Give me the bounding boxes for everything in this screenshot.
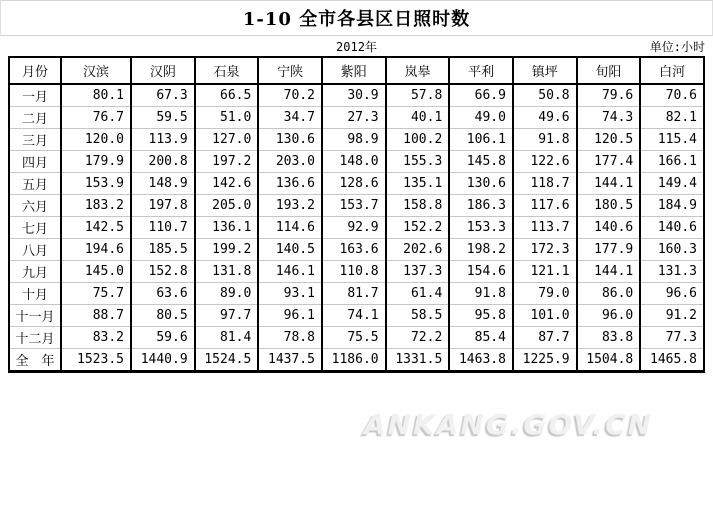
value-cell: 142.6 <box>195 173 259 195</box>
value-cell: 153.7 <box>322 195 386 217</box>
value-cell: 205.0 <box>195 195 259 217</box>
value-cell: 149.4 <box>640 173 704 195</box>
month-cell: 四月 <box>9 151 61 173</box>
value-cell: 128.6 <box>322 173 386 195</box>
value-cell: 81.7 <box>322 283 386 305</box>
watermark: ANKANG.GOV.CN <box>364 408 654 441</box>
value-cell: 75.5 <box>322 327 386 349</box>
value-cell: 70.2 <box>258 84 322 107</box>
value-cell: 49.6 <box>513 107 577 129</box>
value-cell: 83.2 <box>61 327 131 349</box>
value-cell: 88.7 <box>61 305 131 327</box>
month-cell: 十一月 <box>9 305 61 327</box>
county-column-header: 镇坪 <box>513 57 577 84</box>
value-cell: 59.6 <box>131 327 195 349</box>
value-cell: 86.0 <box>577 283 641 305</box>
table-row <box>9 195 704 217</box>
year-label: 2012年 <box>336 40 377 54</box>
value-cell: 76.7 <box>61 107 131 129</box>
value-cell: 1465.8 <box>640 349 704 372</box>
value-cell: 1524.5 <box>195 349 259 372</box>
value-cell: 130.6 <box>258 129 322 151</box>
value-cell: 61.4 <box>386 283 450 305</box>
value-cell: 74.3 <box>577 107 641 129</box>
value-cell: 98.9 <box>322 129 386 151</box>
value-cell: 1331.5 <box>386 349 450 372</box>
value-cell: 70.6 <box>640 84 704 107</box>
value-cell: 115.4 <box>640 129 704 151</box>
value-cell: 77.3 <box>640 327 704 349</box>
value-cell: 83.8 <box>577 327 641 349</box>
value-cell: 153.3 <box>449 217 513 239</box>
value-cell: 1440.9 <box>131 349 195 372</box>
value-cell: 183.2 <box>61 195 131 217</box>
value-cell: 81.4 <box>195 327 259 349</box>
month-cell: 全 年 <box>9 349 61 372</box>
value-cell: 163.6 <box>322 239 386 261</box>
value-cell: 136.6 <box>258 173 322 195</box>
value-cell: 148.9 <box>131 173 195 195</box>
value-cell: 82.1 <box>640 107 704 129</box>
value-cell: 152.2 <box>386 217 450 239</box>
value-cell: 177.4 <box>577 151 641 173</box>
value-cell: 120.5 <box>577 129 641 151</box>
table-header <box>9 57 704 84</box>
table-row <box>9 107 704 129</box>
table-row <box>9 173 704 195</box>
month-cell: 九月 <box>9 261 61 283</box>
month-cell: 八月 <box>9 239 61 261</box>
value-cell: 1437.5 <box>258 349 322 372</box>
value-cell: 63.6 <box>131 283 195 305</box>
value-cell: 78.8 <box>258 327 322 349</box>
value-cell: 199.2 <box>195 239 259 261</box>
value-cell: 110.7 <box>131 217 195 239</box>
value-cell: 40.1 <box>386 107 450 129</box>
value-cell: 144.1 <box>577 261 641 283</box>
value-cell: 185.5 <box>131 239 195 261</box>
month-cell: 二月 <box>9 107 61 129</box>
value-cell: 49.0 <box>449 107 513 129</box>
value-cell: 198.2 <box>449 239 513 261</box>
value-cell: 59.5 <box>131 107 195 129</box>
page-title: 1-10 全市各县区日照时数 <box>0 0 713 36</box>
table-row <box>9 305 704 327</box>
county-column-header: 紫阳 <box>322 57 386 84</box>
value-cell: 91.2 <box>640 305 704 327</box>
value-cell: 200.8 <box>131 151 195 173</box>
value-cell: 130.6 <box>449 173 513 195</box>
value-cell: 27.3 <box>322 107 386 129</box>
county-column-header: 汉阴 <box>131 57 195 84</box>
value-cell: 95.8 <box>449 305 513 327</box>
value-cell: 72.2 <box>386 327 450 349</box>
value-cell: 117.6 <box>513 195 577 217</box>
value-cell: 96.0 <box>577 305 641 327</box>
value-cell: 180.5 <box>577 195 641 217</box>
value-cell: 67.3 <box>131 84 195 107</box>
value-cell: 131.3 <box>640 261 704 283</box>
value-cell: 144.1 <box>577 173 641 195</box>
value-cell: 97.7 <box>195 305 259 327</box>
value-cell: 101.0 <box>513 305 577 327</box>
value-cell: 140.5 <box>258 239 322 261</box>
value-cell: 75.7 <box>61 283 131 305</box>
table-row <box>9 84 704 107</box>
county-column-header: 平利 <box>449 57 513 84</box>
value-cell: 66.9 <box>449 84 513 107</box>
value-cell: 137.3 <box>386 261 450 283</box>
value-cell: 110.8 <box>322 261 386 283</box>
value-cell: 145.8 <box>449 151 513 173</box>
month-cell: 七月 <box>9 217 61 239</box>
value-cell: 1186.0 <box>322 349 386 372</box>
month-column-header: 月份 <box>9 57 61 84</box>
value-cell: 193.2 <box>258 195 322 217</box>
month-cell: 十二月 <box>9 327 61 349</box>
value-cell: 202.6 <box>386 239 450 261</box>
table-row <box>9 283 704 305</box>
value-cell: 194.6 <box>61 239 131 261</box>
value-cell: 58.5 <box>386 305 450 327</box>
month-cell: 十月 <box>9 283 61 305</box>
county-column-header: 旬阳 <box>577 57 641 84</box>
value-cell: 154.6 <box>449 261 513 283</box>
value-cell: 155.3 <box>386 151 450 173</box>
table-row <box>9 217 704 239</box>
value-cell: 158.8 <box>386 195 450 217</box>
value-cell: 85.4 <box>449 327 513 349</box>
value-cell: 96.6 <box>640 283 704 305</box>
value-cell: 1504.8 <box>577 349 641 372</box>
value-cell: 122.6 <box>513 151 577 173</box>
header-row <box>9 57 704 84</box>
value-cell: 120.0 <box>61 129 131 151</box>
unit-label: 单位:小时 <box>649 40 705 54</box>
value-cell: 135.1 <box>386 173 450 195</box>
value-cell: 51.0 <box>195 107 259 129</box>
value-cell: 113.9 <box>131 129 195 151</box>
table-row <box>9 327 704 349</box>
value-cell: 127.0 <box>195 129 259 151</box>
value-cell: 80.1 <box>61 84 131 107</box>
value-cell: 89.0 <box>195 283 259 305</box>
value-cell: 1463.8 <box>449 349 513 372</box>
value-cell: 160.3 <box>640 239 704 261</box>
value-cell: 1225.9 <box>513 349 577 372</box>
value-cell: 197.8 <box>131 195 195 217</box>
value-cell: 148.0 <box>322 151 386 173</box>
value-cell: 93.1 <box>258 283 322 305</box>
table-body <box>9 84 704 372</box>
value-cell: 66.5 <box>195 84 259 107</box>
table-row <box>9 151 704 173</box>
value-cell: 92.9 <box>322 217 386 239</box>
value-cell: 203.0 <box>258 151 322 173</box>
table-row <box>9 261 704 283</box>
value-cell: 166.1 <box>640 151 704 173</box>
value-cell: 114.6 <box>258 217 322 239</box>
value-cell: 118.7 <box>513 173 577 195</box>
month-cell: 五月 <box>9 173 61 195</box>
value-cell: 177.9 <box>577 239 641 261</box>
county-column-header: 宁陕 <box>258 57 322 84</box>
county-column-header: 岚皋 <box>386 57 450 84</box>
value-cell: 79.0 <box>513 283 577 305</box>
value-cell: 100.2 <box>386 129 450 151</box>
value-cell: 87.7 <box>513 327 577 349</box>
value-cell: 34.7 <box>258 107 322 129</box>
value-cell: 121.1 <box>513 261 577 283</box>
value-cell: 140.6 <box>577 217 641 239</box>
value-cell: 30.9 <box>322 84 386 107</box>
value-cell: 91.8 <box>449 283 513 305</box>
value-cell: 106.1 <box>449 129 513 151</box>
value-cell: 113.7 <box>513 217 577 239</box>
value-cell: 197.2 <box>195 151 259 173</box>
value-cell: 50.8 <box>513 84 577 107</box>
value-cell: 91.8 <box>513 129 577 151</box>
value-cell: 153.9 <box>61 173 131 195</box>
value-cell: 142.5 <box>61 217 131 239</box>
value-cell: 80.5 <box>131 305 195 327</box>
value-cell: 136.1 <box>195 217 259 239</box>
table-row <box>9 129 704 151</box>
sunshine-hours-table <box>8 56 705 373</box>
value-cell: 184.9 <box>640 195 704 217</box>
value-cell: 79.6 <box>577 84 641 107</box>
value-cell: 131.8 <box>195 261 259 283</box>
value-cell: 57.8 <box>386 84 450 107</box>
table-row <box>9 239 704 261</box>
sub-header <box>0 36 713 56</box>
county-column-header: 白河 <box>640 57 704 84</box>
value-cell: 140.6 <box>640 217 704 239</box>
table-row <box>9 349 704 372</box>
value-cell: 146.1 <box>258 261 322 283</box>
value-cell: 1523.5 <box>61 349 131 372</box>
county-column-header: 汉滨 <box>61 57 131 84</box>
value-cell: 96.1 <box>258 305 322 327</box>
month-cell: 六月 <box>9 195 61 217</box>
value-cell: 179.9 <box>61 151 131 173</box>
county-column-header: 石泉 <box>195 57 259 84</box>
value-cell: 186.3 <box>449 195 513 217</box>
month-cell: 三月 <box>9 129 61 151</box>
value-cell: 172.3 <box>513 239 577 261</box>
month-cell: 一月 <box>9 84 61 107</box>
value-cell: 145.0 <box>61 261 131 283</box>
value-cell: 74.1 <box>322 305 386 327</box>
value-cell: 152.8 <box>131 261 195 283</box>
